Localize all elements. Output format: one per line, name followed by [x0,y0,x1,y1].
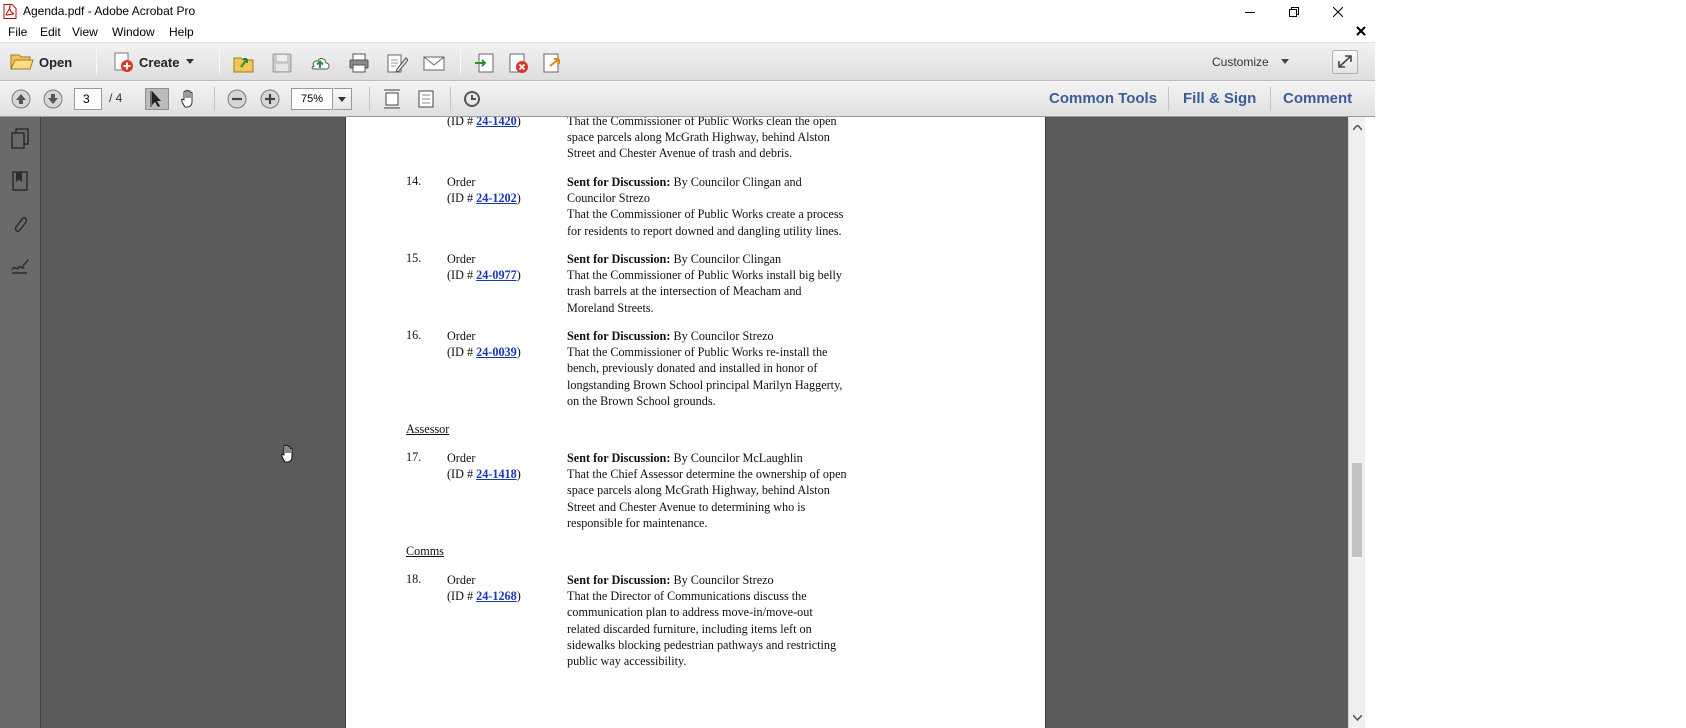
edit-document-icon[interactable] [386,52,408,74]
insert-page-icon[interactable] [474,52,496,74]
scroll-down-arrow-icon[interactable] [1353,715,1362,721]
extract-page-icon[interactable] [541,52,563,74]
sent-for-discussion-label: Sent for Discussion: [567,451,671,465]
item-number: 17. [406,450,422,464]
open-button[interactable] [10,50,72,74]
title-bar [0,0,1375,23]
item-id-link[interactable]: 24-1420 [476,117,517,128]
arrow-up-circle-icon [11,89,31,109]
zoom-out-button[interactable] [225,88,249,110]
page-total: / 4 [109,91,123,105]
arrow-down-circle-icon [43,89,63,109]
open-label: Open [39,54,73,70]
common-tools-link[interactable]: Common Tools [1049,90,1158,107]
menu-view[interactable]: View [72,25,98,39]
sent-for-discussion-label: Sent for Discussion: [567,329,671,343]
cloud-upload-icon[interactable] [309,52,331,74]
menu-help[interactable]: Help [169,25,194,39]
pdf-page [345,117,1046,728]
toolbar-separator [219,49,220,75]
navigation-toolbar [0,81,1375,117]
item-description: That the Commissioner of Public Works clean the open space parcels along McGrath Highway, behind Alston Street and Chester Avenue of trash and debris. [567,117,837,161]
item-type: Order [447,252,476,266]
restore-icon [1289,7,1299,17]
item-id-line: (ID # 24-1202) [447,191,521,205]
read-mode-button[interactable] [460,88,484,110]
hand-tool-button[interactable] [177,88,201,110]
cursor-arrow-icon [150,90,164,108]
item-id-link[interactable]: 24-1268 [476,589,517,603]
scroll-up-arrow-icon[interactable] [1353,125,1362,131]
item-id-link[interactable]: 24-0977 [476,268,517,282]
menu-file[interactable]: File [8,25,28,39]
create-pdf-icon [112,51,134,73]
page-thumbnails-icon[interactable] [10,128,30,150]
item-id-line: (ID # 24-1268) [447,589,521,603]
item-type: Order [447,175,476,189]
item-description: Sent for Discussion: By Councilor Clingan and Councilor Strezo That the Commissioner of Public Works create a process for residents to report downed and dangling utility lines. [567,175,844,238]
attachments-icon[interactable] [10,213,30,235]
page-number-input[interactable]: 3 [74,88,102,110]
toolbar-separator [1168,87,1169,111]
email-icon[interactable] [423,52,445,74]
minus-circle-icon [227,89,247,109]
hand-icon [180,89,198,109]
export-folder-icon[interactable] [233,52,255,74]
item-id-line: (ID # 24-1418) [447,467,521,481]
expand-icon [1333,51,1357,73]
select-tool-button[interactable] [145,88,169,110]
item-type: Order [447,329,476,343]
section-heading-comms: Comms [406,544,444,558]
chevron-down-icon [186,59,195,65]
close-document-icon[interactable] [1356,26,1366,36]
next-page-button[interactable] [41,88,65,110]
minimize-icon [1245,7,1255,17]
fill-sign-link[interactable]: Fill & Sign [1183,90,1257,107]
close-window-button[interactable] [1315,0,1361,23]
item-type: Order [447,451,476,465]
item-type: Order [447,573,476,587]
item-number: 16. [406,328,422,342]
zoom-level-input[interactable]: 75% [291,88,333,110]
fit-page-icon [383,89,401,109]
previous-page-button[interactable] [9,88,33,110]
sent-for-discussion-label: Sent for Discussion: [567,573,671,587]
chevron-down-icon[interactable] [1281,59,1290,65]
folder-icon [10,52,34,72]
section-heading-assessor: Assessor [406,422,450,436]
item-number: 18. [406,572,422,586]
item-description: Sent for Discussion: By Councilor McLaughlin That the Chief Assessor determine the ownership of open space parcels along McGrath Highway, behind Alston Street and Chester Avenue to determining who is responsible for maintenance. [567,451,847,530]
window-title: Agenda.pdf - Adobe Acrobat Pro [23,4,196,18]
toolbar-separator [450,87,451,111]
close-icon [1333,7,1343,17]
fit-width-icon [417,89,435,109]
menu-edit[interactable]: Edit [40,25,61,39]
toolbar-separator [96,49,97,75]
window-edge [1365,117,1375,728]
zoom-dropdown-button[interactable] [334,88,352,110]
create-button[interactable] [112,50,195,74]
menu-bar [0,23,1375,43]
create-label: Create [139,54,180,70]
item-id-line: (ID # 24-1420) [447,117,521,129]
menu-window[interactable]: Window [112,25,155,39]
navigation-pane [0,117,41,728]
item-number: 14. [406,174,422,188]
document-view[interactable] [41,117,1348,728]
scrollbar-thumb[interactable] [1352,463,1362,557]
sent-for-discussion-label: Sent for Discussion: [567,252,671,266]
chevron-down-icon [334,89,350,109]
zoom-in-button[interactable] [258,88,282,110]
minimize-button[interactable] [1227,0,1273,23]
fit-page-button[interactable] [380,88,404,110]
toolbar-separator [460,49,461,75]
pdf-file-icon [3,4,17,19]
sent-for-discussion-label: Sent for Discussion: [567,175,671,189]
hand-pointer-cursor-icon [280,443,296,463]
agenda-item [406,117,1026,163]
toolbar-separator [1270,87,1271,111]
item-description: Sent for Discussion: By Councilor Strezo That the Commissioner of Public Works re-install the bench, previously donated and installed in honor of longstanding Brown School principal Marilyn Haggerty, on the Brown School grounds. [567,329,843,408]
customize-button[interactable]: Customize [1212,55,1269,69]
item-description: Sent for Discussion: By Councilor Strezo That the Director of Communications discuss the communication plan to address move-in/move-out related discarded furniture, including items left on sidewalks blocking pedestrian pathways and restricting public way accessibility. [567,573,837,669]
comment-link[interactable]: Comment [1283,90,1353,107]
print-icon[interactable] [348,52,370,74]
full-page-button[interactable] [414,88,438,110]
item-id-link[interactable]: 24-1418 [476,467,517,481]
signatures-icon[interactable] [10,255,30,277]
toolbar-separator [369,87,370,111]
item-id-line: (ID # 24-0977) [447,268,521,282]
main-toolbar [0,43,1375,81]
restore-button[interactable] [1271,0,1317,23]
vertical-scrollbar[interactable] [1348,117,1365,728]
fullscreen-button[interactable] [1332,50,1358,74]
item-id-link[interactable]: 24-0039 [476,345,517,359]
bookmarks-icon[interactable] [10,170,30,192]
item-number: 15. [406,251,422,265]
plus-circle-icon [260,89,280,109]
save-icon[interactable] [271,52,293,74]
item-id-link[interactable]: 24-1202 [476,191,517,205]
item-description: Sent for Discussion: By Councilor Clingan That the Commissioner of Public Works install big belly trash barrels at the intersection of Meacham and Moreland Streets. [567,252,843,315]
toolbar-separator [214,87,215,111]
item-id-line: (ID # 24-0039) [447,345,521,359]
delete-page-icon[interactable] [507,52,529,74]
rotate-icon [462,89,482,109]
